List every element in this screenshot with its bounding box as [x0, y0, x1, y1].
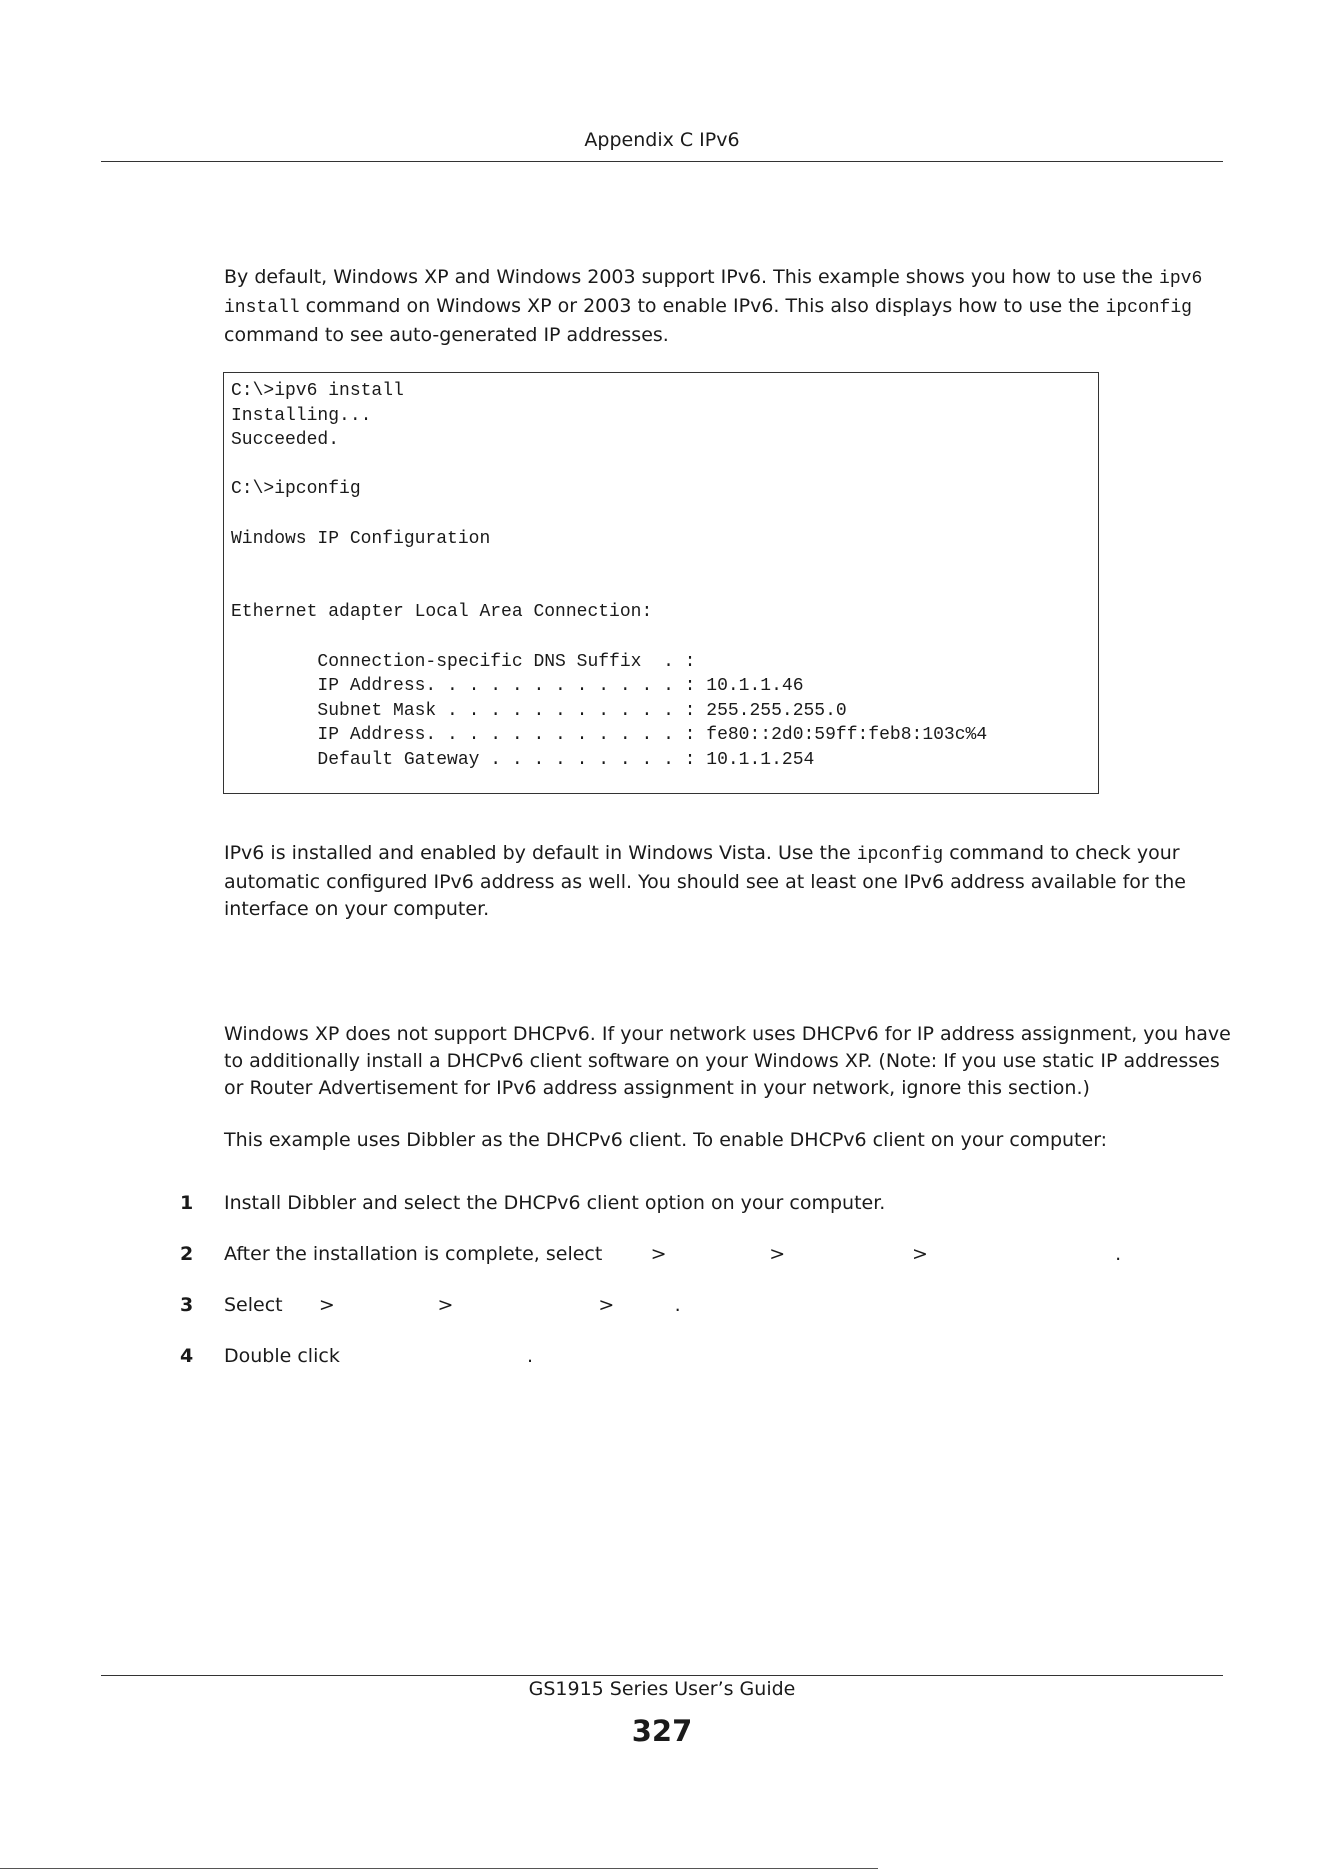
footer-guide-title: GS1915 Series User’s Guide	[528, 1678, 796, 1700]
vista-paragraph	[224, 840, 1234, 923]
code-line: Windows IP Configuration	[231, 528, 491, 549]
code-line: IP Address. . . . . . . . . . . . : fe80::2d0:59ff:feb8:103c%4	[231, 725, 988, 746]
step-text: After the installation is complete, select > > > .	[224, 1243, 1122, 1265]
code-line: Connection-specific DNS Suffix . :	[231, 651, 696, 672]
code-line	[231, 453, 1098, 478]
command-output-box	[223, 372, 1099, 794]
intro-code-install: install	[224, 298, 300, 318]
code-line	[231, 502, 1098, 527]
code-line: C:\>ipconfig	[231, 479, 361, 500]
code-line	[231, 625, 1098, 650]
code-line: Installing...	[231, 405, 372, 426]
header-rule	[101, 161, 1223, 162]
code-line	[231, 576, 1098, 601]
code-line	[231, 551, 1098, 576]
step-number: 4	[180, 1345, 194, 1367]
intro-text-1: By default, Windows XP and Windows 2003 support IPv6. This example shows you how to use the	[224, 266, 1160, 288]
vista-text-1: IPv6 is installed and enabled by default in Windows Vista. Use the	[224, 842, 857, 864]
intro-text-3: command to see auto-generated IP addresses.	[224, 324, 669, 346]
intro-code-ipv6: ipv6	[1159, 269, 1203, 289]
code-line: C:\>ipv6 install	[231, 381, 404, 401]
code-line: Subnet Mask . . . . . . . . . . . : 255.255.255.0	[231, 700, 847, 721]
dibbler-paragraph: This example uses Dibbler as the DHCPv6 client. To enable DHCPv6 client on your computer:	[224, 1129, 1108, 1151]
step-number: 3	[180, 1294, 194, 1316]
intro-text-2: command on Windows XP or 2003 to enable IPv6. This also displays how to use the	[299, 295, 1106, 317]
code-line: Succeeded.	[231, 430, 340, 451]
intro-code-ipconfig: ipconfig	[1105, 298, 1192, 318]
dhcpv6-paragraph: Windows XP does not support DHCPv6. If your network uses DHCPv6 for IP address assignment, you have to additionally install a DHCPv6 client software on your Windows XP. (Note: If you use static IP addresses or Router Advertisement for IPv6 address assignment in your network, ignore this section.)	[224, 1023, 1231, 1099]
step-text: Select > > > .	[224, 1294, 681, 1316]
intro-paragraph	[224, 264, 1234, 349]
step-text: Double click .	[224, 1345, 534, 1367]
vista-text-2: command to check your automatic configured IPv6 address as well. You should see at least one IPv6 address available for the interface on your computer.	[224, 842, 1186, 920]
bottom-edge-rule	[0, 1868, 878, 1869]
step-number: 2	[180, 1243, 194, 1265]
step-text: Install Dibbler and select the DHCPv6 client option on your computer.	[224, 1192, 886, 1214]
page-number: 327	[631, 1714, 693, 1748]
code-line: Default Gateway . . . . . . . . . : 10.1.1.254	[231, 749, 815, 770]
step-number: 1	[180, 1192, 194, 1214]
footer-rule	[101, 1675, 1223, 1676]
code-line: IP Address. . . . . . . . . . . . : 10.1.1.46	[231, 676, 804, 697]
running-header: Appendix C IPv6	[584, 129, 740, 151]
code-line: Ethernet adapter Local Area Connection:	[231, 602, 653, 623]
vista-code-ipconfig: ipconfig	[856, 845, 944, 865]
